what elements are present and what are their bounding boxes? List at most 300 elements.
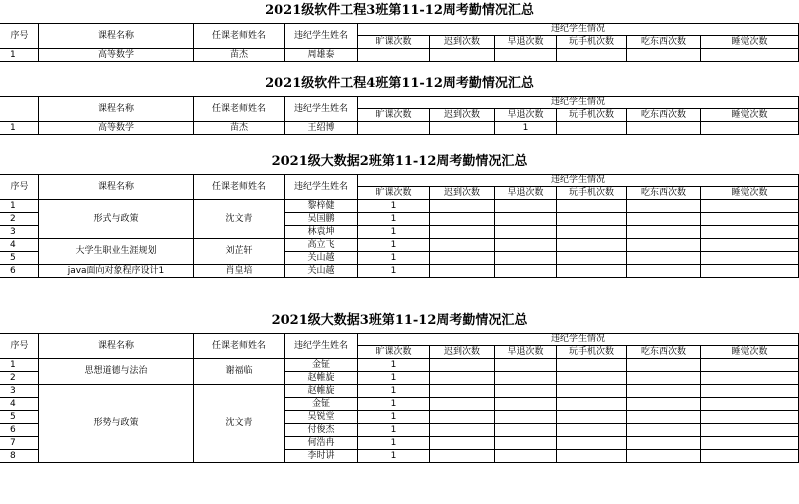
grid-line (494, 345, 495, 359)
grid-line (556, 436, 557, 450)
count-column-header: 吃东西次数 (640, 346, 686, 357)
teacher-name: 肖皇培 (225, 265, 253, 276)
count-value: 1 (390, 398, 397, 409)
count-value (701, 226, 798, 238)
grid-line (357, 397, 358, 411)
grid-line (556, 345, 557, 359)
grid-line (284, 61, 799, 62)
student-header: 违纪学生姓名 (293, 340, 348, 351)
count-column-header: 玩手机次数 (568, 187, 614, 198)
grid-line (700, 436, 701, 450)
count-value: 1 (390, 411, 397, 422)
grid-line (357, 35, 799, 36)
grid-line (284, 264, 285, 278)
count-value (627, 252, 700, 264)
grid-line (357, 199, 358, 213)
teacher-header: 任课老师姓名 (211, 30, 266, 41)
course-name: java面向对象程序设计1 (67, 265, 165, 276)
count-value (495, 200, 556, 212)
grid-line (700, 251, 701, 265)
grid-line (626, 48, 627, 62)
grid-line (193, 358, 194, 385)
grid-line (626, 410, 627, 424)
student-name: 周雄泰 (307, 49, 335, 60)
count-column-header: 吃东西次数 (640, 36, 686, 47)
grid-line (38, 61, 285, 62)
count-value (701, 450, 798, 462)
grid-line (357, 333, 358, 359)
grid-line (429, 436, 430, 450)
count-value (557, 437, 626, 449)
grid-line (556, 397, 557, 411)
grid-line (494, 264, 495, 278)
course-name: 形势与政策 (93, 418, 139, 428)
count-value (557, 411, 626, 423)
grid-line (626, 199, 627, 213)
count-value (557, 265, 626, 277)
grid-line (556, 121, 557, 135)
count-value (430, 385, 494, 397)
grid-line (556, 238, 557, 252)
grid-line (626, 423, 627, 437)
grid-line (284, 333, 285, 359)
grid-line (429, 108, 430, 122)
teacher-name: 沈文青 (225, 418, 253, 428)
grid-line (700, 384, 701, 398)
count-value (557, 450, 626, 462)
count-value (701, 213, 798, 225)
count-column-header: 睡觉次数 (731, 187, 768, 198)
grid-line (357, 48, 358, 62)
grid-line (429, 423, 430, 437)
grid-line (494, 251, 495, 265)
count-value: 1 (390, 265, 397, 276)
grid-line (193, 238, 194, 265)
course-name: 高等数学 (97, 49, 134, 60)
grid-line (626, 384, 627, 398)
grid-line (357, 23, 358, 49)
grid-line (429, 449, 430, 463)
grid-line (38, 277, 285, 278)
count-value: 1 (522, 122, 529, 133)
student-header: 违纪学生姓名 (293, 181, 348, 192)
grid-line (700, 108, 701, 122)
grid-line (700, 397, 701, 411)
grid-line (556, 108, 557, 122)
count-value (430, 372, 494, 384)
course-name: 形式与政策 (93, 213, 139, 224)
count-value (557, 200, 626, 212)
grid-line (38, 333, 39, 359)
teacher-name: 沈文青 (225, 213, 253, 224)
grid-line (357, 423, 358, 437)
count-value (557, 372, 626, 384)
grid-line (284, 277, 799, 278)
count-value (627, 239, 700, 251)
count-column-header: 早退次数 (507, 187, 544, 198)
violation-group-header: 违纪学生情况 (550, 24, 605, 34)
count-column-header: 旷课次数 (375, 36, 412, 47)
grid-line (284, 23, 285, 49)
count-column-header: 玩手机次数 (568, 36, 614, 47)
count-column-header: 早退次数 (507, 346, 544, 357)
count-value (430, 359, 494, 371)
student-name: 关山越 (307, 265, 335, 276)
student-name: 李时讲 (307, 450, 335, 461)
grid-line (556, 371, 557, 385)
count-value (495, 359, 556, 371)
seq-header: 序号 (10, 30, 29, 41)
count-value (627, 385, 700, 397)
count-column-header: 吃东西次数 (640, 187, 686, 198)
grid-line (429, 397, 430, 411)
count-value (430, 252, 494, 264)
grid-line (700, 121, 701, 135)
student-name: 高立飞 (307, 239, 335, 250)
count-value (557, 252, 626, 264)
grid-line (556, 48, 557, 62)
student-name: 金钲 (311, 398, 330, 409)
student-name: 王绍博 (307, 122, 335, 133)
grid-line (556, 35, 557, 49)
count-value (358, 49, 429, 61)
count-value (701, 122, 798, 134)
teacher-header: 任课老师姓名 (211, 340, 266, 351)
grid-line (193, 264, 194, 278)
count-column-header: 早退次数 (507, 109, 544, 120)
grid-line (700, 345, 701, 359)
count-column-header: 睡觉次数 (731, 36, 768, 47)
student-name: 何浩冉 (307, 437, 335, 448)
student-name: 吴锐堂 (307, 411, 335, 422)
grid-line (357, 345, 799, 346)
grid-line (429, 225, 430, 239)
grid-line (556, 225, 557, 239)
grid-line (429, 48, 430, 62)
course-name: 大学生职业生涯规划 (75, 246, 157, 256)
grid-line (0, 333, 799, 334)
count-column-header: 旷课次数 (375, 187, 412, 198)
count-value (495, 239, 556, 251)
count-value (701, 265, 798, 277)
grid-line (626, 345, 627, 359)
grid-line (284, 96, 285, 122)
grid-line (556, 186, 557, 200)
count-column-header: 旷课次数 (375, 346, 412, 357)
student-header: 违纪学生姓名 (293, 103, 348, 114)
grid-line (357, 186, 799, 187)
count-value (627, 450, 700, 462)
grid-line (626, 358, 627, 372)
grid-line (494, 225, 495, 239)
grid-line (494, 121, 495, 135)
student-name: 金钲 (311, 359, 330, 370)
teacher-header: 任课老师姓名 (211, 103, 266, 114)
violation-group-header: 违纪学生情况 (550, 97, 605, 107)
student-name: 赵帷旋 (307, 372, 335, 383)
count-value: 1 (390, 200, 397, 211)
grid-line (626, 212, 627, 226)
grid-line (494, 423, 495, 437)
grid-line (193, 121, 194, 135)
count-value: 1 (390, 252, 397, 263)
grid-line (556, 199, 557, 213)
grid-line (429, 384, 430, 398)
grid-line (357, 121, 358, 135)
grid-line (700, 238, 701, 252)
count-value (701, 359, 798, 371)
row-seq: 4 (10, 398, 16, 409)
grid-line (38, 462, 285, 463)
count-value: 1 (390, 372, 397, 383)
count-value (430, 398, 494, 410)
row-seq: 2 (10, 213, 16, 224)
grid-line (700, 48, 701, 62)
grid-line (626, 251, 627, 265)
grid-line (429, 264, 430, 278)
teacher-header: 任课老师姓名 (211, 181, 266, 192)
count-value (557, 122, 626, 134)
count-value (701, 385, 798, 397)
grid-line (700, 186, 701, 200)
student-name: 关山越 (307, 252, 335, 263)
grid-line (284, 174, 285, 200)
grid-line (429, 186, 430, 200)
row-seq: 6 (10, 265, 16, 276)
row-seq: 3 (10, 226, 16, 237)
grid-line (284, 48, 285, 62)
grid-line (494, 358, 495, 372)
grid-line (626, 264, 627, 278)
grid-line (494, 108, 495, 122)
grid-line (429, 35, 430, 49)
count-value (627, 424, 700, 436)
count-value (557, 398, 626, 410)
row-seq: 8 (10, 450, 16, 461)
count-value (627, 265, 700, 277)
count-value: 1 (390, 437, 397, 448)
student-name: 付俊杰 (307, 424, 335, 435)
teacher-name: 谢福临 (225, 366, 253, 376)
row-seq: 1 (10, 200, 16, 211)
count-value (430, 122, 494, 134)
grid-line (284, 238, 285, 265)
grid-line (357, 264, 358, 278)
count-value (627, 49, 700, 61)
grid-line (429, 238, 430, 252)
section-title: 2021级软件工程3班第11-12周考勤情况汇总 (265, 3, 534, 18)
count-value (557, 239, 626, 251)
count-value: 1 (390, 226, 397, 237)
grid-line (193, 48, 194, 62)
count-value (495, 265, 556, 277)
grid-line (494, 48, 495, 62)
count-column-header: 玩手机次数 (568, 109, 614, 120)
course-name: 思想道德与法治 (84, 366, 148, 376)
grid-line (700, 264, 701, 278)
count-value (430, 450, 494, 462)
grid-line (193, 174, 194, 200)
section-title: 2021级软件工程4班第11-12周考勤情况汇总 (265, 76, 534, 91)
count-column-header: 吃东西次数 (640, 109, 686, 120)
grid-line (429, 199, 430, 213)
count-value (701, 398, 798, 410)
grid-line (429, 345, 430, 359)
count-value (495, 450, 556, 462)
count-value: 1 (390, 450, 397, 461)
grid-line (556, 410, 557, 424)
grid-line (494, 397, 495, 411)
count-value (495, 226, 556, 238)
grid-line (626, 225, 627, 239)
grid-line (0, 462, 39, 463)
grid-line (700, 199, 701, 213)
count-value (430, 239, 494, 251)
count-value (495, 49, 556, 61)
section-title: 2021级大数据3班第11-12周考勤情况汇总 (271, 313, 528, 328)
grid-line (700, 212, 701, 226)
grid-line (357, 251, 358, 265)
grid-line (700, 410, 701, 424)
grid-line (357, 108, 799, 109)
grid-line (284, 199, 285, 239)
count-value (495, 437, 556, 449)
count-value (495, 411, 556, 423)
count-value (627, 359, 700, 371)
grid-line (357, 436, 358, 450)
seq-header: 序号 (10, 181, 29, 192)
violation-group-header: 违纪学生情况 (550, 175, 605, 185)
grid-line (0, 96, 799, 97)
grid-line (357, 410, 358, 424)
grid-line (494, 371, 495, 385)
grid-line (193, 23, 194, 49)
row-seq: 4 (10, 239, 16, 250)
grid-line (284, 134, 799, 135)
count-value (430, 49, 494, 61)
count-column-header: 迟到次数 (443, 346, 480, 357)
count-column-header: 迟到次数 (443, 109, 480, 120)
grid-line (494, 449, 495, 463)
row-seq: 5 (10, 411, 16, 422)
count-value (701, 49, 798, 61)
grid-line (494, 186, 495, 200)
grid-line (357, 238, 358, 252)
count-value (430, 213, 494, 225)
grid-line (429, 121, 430, 135)
grid-line (38, 134, 285, 135)
course-header: 课程名称 (97, 103, 134, 114)
count-value (430, 424, 494, 436)
count-value (627, 122, 700, 134)
grid-line (556, 423, 557, 437)
grid-line (357, 225, 358, 239)
grid-line (700, 358, 701, 372)
grid-line (357, 174, 358, 200)
grid-line (626, 449, 627, 463)
grid-line (494, 35, 495, 49)
count-value (627, 213, 700, 225)
count-value (627, 372, 700, 384)
grid-line (193, 96, 194, 122)
count-value (627, 437, 700, 449)
grid-line (38, 96, 39, 122)
student-name: 赵帷旋 (307, 385, 335, 396)
grid-line (700, 225, 701, 239)
row-seq: 1 (10, 122, 16, 133)
count-value (627, 226, 700, 238)
seq-header: 序号 (10, 340, 29, 351)
student-header: 违纪学生姓名 (293, 30, 348, 41)
course-header: 课程名称 (97, 181, 134, 192)
student-name: 黎梓健 (307, 200, 335, 211)
grid-line (626, 186, 627, 200)
count-value: 1 (390, 385, 397, 396)
grid-line (357, 371, 358, 385)
count-value (557, 49, 626, 61)
grid-line (700, 35, 701, 49)
grid-line (357, 212, 358, 226)
grid-line (284, 462, 799, 463)
grid-line (193, 199, 194, 239)
count-column-header: 睡觉次数 (731, 109, 768, 120)
grid-line (494, 212, 495, 226)
grid-line (494, 410, 495, 424)
grid-line (626, 121, 627, 135)
grid-line (626, 371, 627, 385)
grid-line (626, 35, 627, 49)
count-value (495, 252, 556, 264)
grid-line (626, 238, 627, 252)
course-header: 课程名称 (97, 30, 134, 41)
grid-line (0, 23, 799, 24)
count-value (495, 385, 556, 397)
grid-line (626, 397, 627, 411)
grid-line (556, 384, 557, 398)
grid-line (38, 174, 39, 200)
count-value (701, 437, 798, 449)
teacher-name: 苗杰 (229, 122, 248, 133)
grid-line (700, 449, 701, 463)
row-seq: 1 (10, 49, 16, 60)
row-seq: 2 (10, 372, 16, 383)
grid-line (429, 251, 430, 265)
grid-line (429, 358, 430, 372)
student-name: 林袁坤 (307, 226, 335, 237)
count-column-header: 旷课次数 (375, 109, 412, 120)
row-seq: 7 (10, 437, 16, 448)
teacher-name: 刘芷轩 (225, 246, 253, 256)
grid-line (0, 174, 799, 175)
grid-line (429, 212, 430, 226)
count-value (557, 359, 626, 371)
grid-line (556, 264, 557, 278)
grid-line (38, 23, 39, 49)
count-value (627, 411, 700, 423)
grid-line (357, 96, 358, 122)
count-value: 1 (390, 239, 397, 250)
section-title: 2021级大数据2班第11-12周考勤情况汇总 (271, 154, 528, 169)
grid-line (556, 358, 557, 372)
grid-line (193, 333, 194, 359)
count-column-header: 玩手机次数 (568, 346, 614, 357)
grid-line (284, 121, 285, 135)
count-value (557, 213, 626, 225)
count-value (358, 122, 429, 134)
row-seq: 1 (10, 359, 16, 370)
count-column-header: 迟到次数 (443, 36, 480, 47)
grid-line (0, 277, 39, 278)
